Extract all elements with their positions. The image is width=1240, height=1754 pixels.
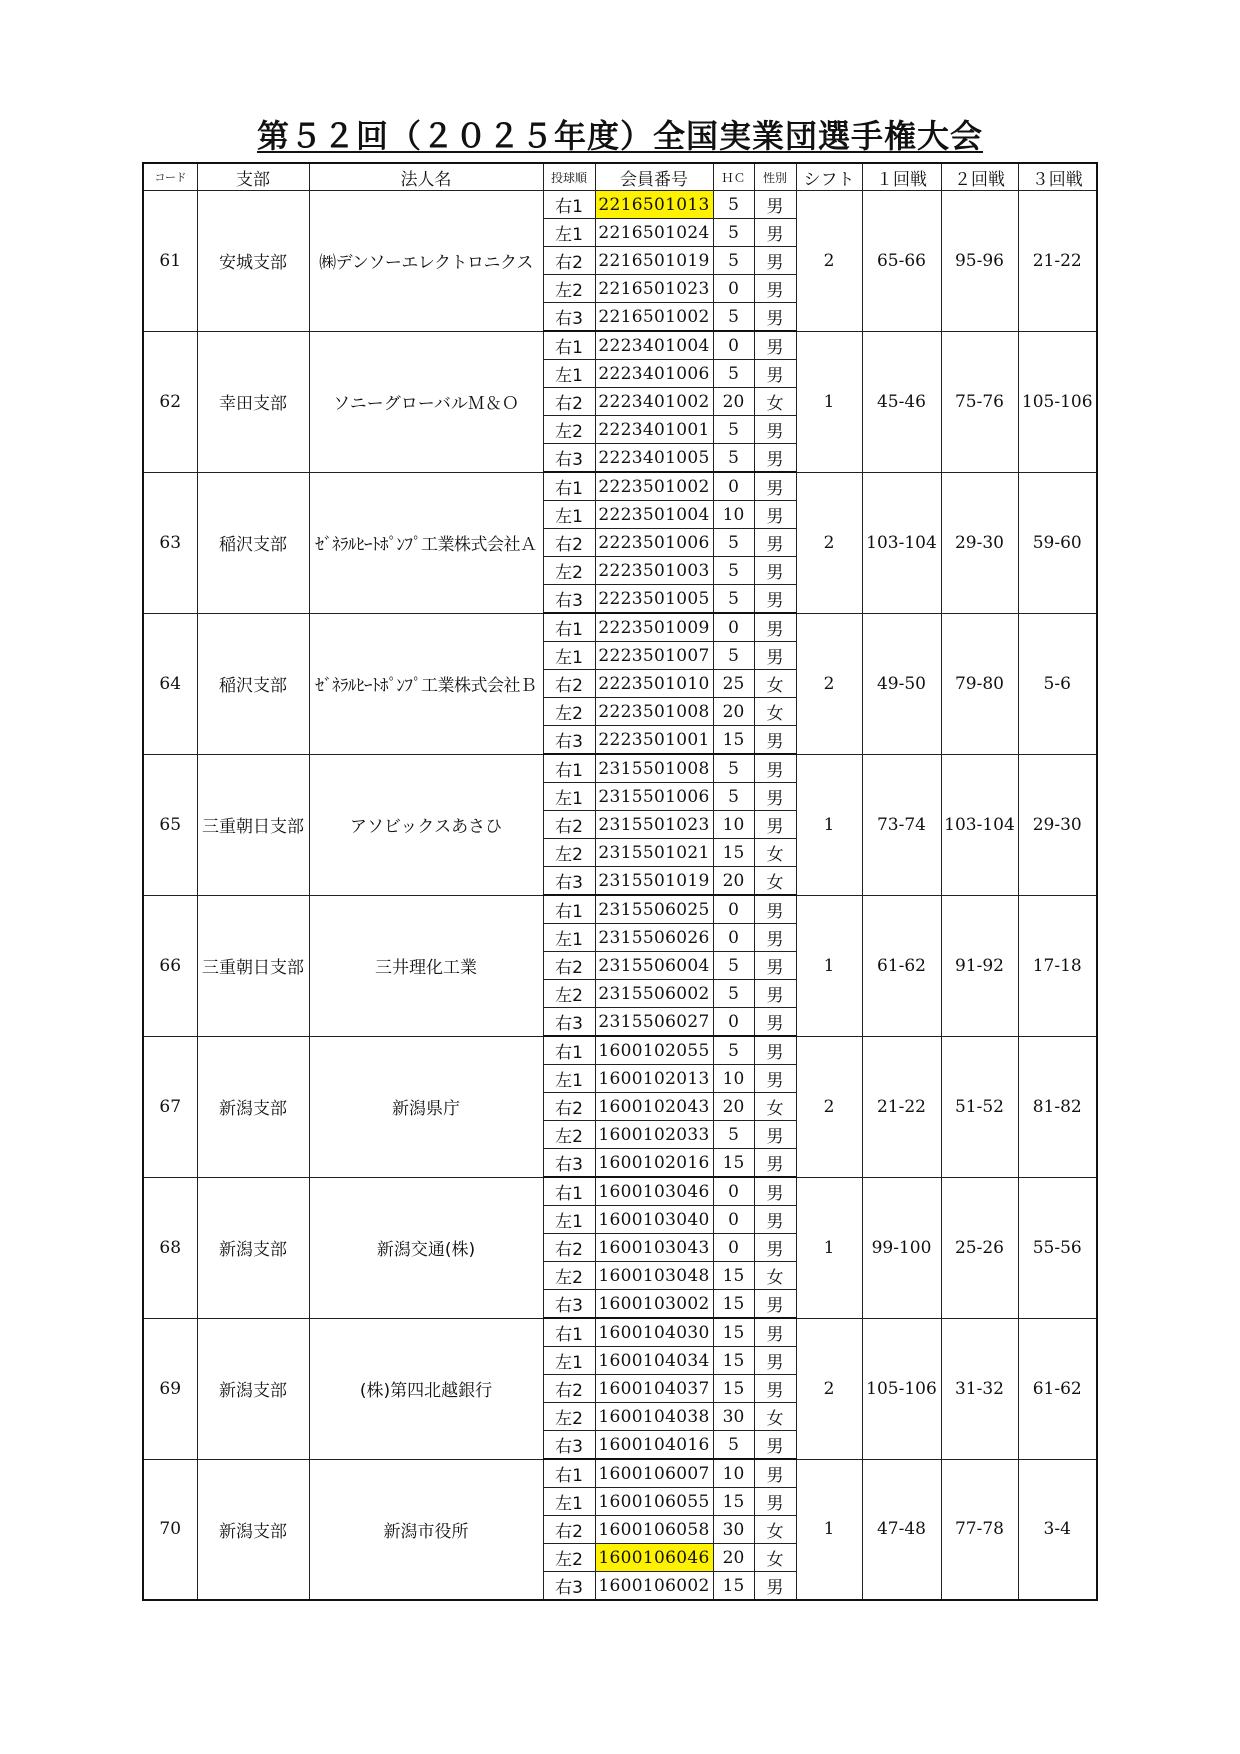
member-number: 1600102033 [595, 1121, 713, 1149]
team-code: 68 [143, 1177, 197, 1318]
player-handicap: 0 [713, 895, 754, 924]
player-gender: 男 [754, 1206, 796, 1234]
player-handicap: 5 [713, 783, 754, 811]
member-number: 2223501003 [595, 557, 713, 585]
round2-lanes: 29-30 [941, 472, 1018, 613]
header-order: 投球順 [543, 163, 595, 191]
member-number: 2223501010 [595, 670, 713, 698]
member-number: 2223501005 [595, 585, 713, 614]
player-order: 右2 [543, 247, 595, 275]
player-gender: 男 [754, 1375, 796, 1403]
header-corp: 法人名 [309, 163, 543, 191]
player-handicap: 0 [713, 331, 754, 360]
player-order: 右2 [543, 1234, 595, 1262]
header-row [143, 163, 1097, 191]
team-corp-name: 新潟県庁 [309, 1036, 543, 1177]
player-handicap: 30 [713, 1516, 754, 1544]
player-order: 左1 [543, 501, 595, 529]
round1-lanes: 61-62 [862, 895, 941, 1036]
team-branch: 新潟支部 [197, 1459, 309, 1600]
team-shift: 2 [796, 472, 862, 613]
player-order: 左1 [543, 219, 595, 247]
player-handicap: 15 [713, 839, 754, 867]
player-handicap: 15 [713, 1347, 754, 1375]
player-order: 左1 [543, 1347, 595, 1375]
round1-lanes: 49-50 [862, 613, 941, 754]
player-order: 左1 [543, 1206, 595, 1234]
team-branch: 稲沢支部 [197, 472, 309, 613]
player-order: 右2 [543, 670, 595, 698]
player-order: 左1 [543, 924, 595, 952]
player-gender: 男 [754, 1431, 796, 1460]
player-order: 右3 [543, 726, 595, 755]
player-order: 右2 [543, 1516, 595, 1544]
player-gender: 男 [754, 1347, 796, 1375]
player-gender: 男 [754, 219, 796, 247]
player-order: 左2 [543, 1403, 595, 1431]
team-shift: 1 [796, 1459, 862, 1600]
round3-lanes: 3-4 [1018, 1459, 1097, 1600]
document-title [0, 116, 1240, 156]
player-order: 左1 [543, 783, 595, 811]
player-order: 左1 [543, 360, 595, 388]
player-gender: 女 [754, 698, 796, 726]
roster-table [142, 162, 1098, 1601]
player-gender: 男 [754, 726, 796, 755]
round1-lanes: 73-74 [862, 754, 941, 895]
player-gender: 男 [754, 416, 796, 444]
player-gender: 男 [754, 557, 796, 585]
player-gender: 男 [754, 501, 796, 529]
player-handicap: 0 [713, 472, 754, 501]
player-handicap: 15 [713, 1488, 754, 1516]
player-gender: 男 [754, 783, 796, 811]
table-row [143, 1459, 1097, 1488]
team-code: 70 [143, 1459, 197, 1600]
header-round1: １回戦 [862, 163, 941, 191]
player-order: 左2 [543, 275, 595, 303]
player-handicap: 10 [713, 811, 754, 839]
player-order: 右2 [543, 952, 595, 980]
player-order: 左2 [543, 698, 595, 726]
player-order: 右3 [543, 1290, 595, 1319]
header-round3: ３回戦 [1018, 163, 1097, 191]
team-corp-name: (株)第四北越銀行 [309, 1318, 543, 1459]
round2-lanes: 95-96 [941, 191, 1018, 332]
header-gender: 性別 [754, 163, 796, 191]
player-handicap: 15 [713, 1290, 754, 1319]
player-gender: 男 [754, 1177, 796, 1206]
member-number: 1600104016 [595, 1431, 713, 1460]
member-number: 2216501013 [595, 191, 713, 219]
player-gender: 女 [754, 670, 796, 698]
member-number: 2223501006 [595, 529, 713, 557]
player-handicap: 5 [713, 952, 754, 980]
player-order: 右3 [543, 444, 595, 473]
player-handicap: 15 [713, 1262, 754, 1290]
team-branch: 幸田支部 [197, 331, 309, 472]
team-branch: 稲沢支部 [197, 613, 309, 754]
player-handicap: 10 [713, 1065, 754, 1093]
round3-lanes: 105-106 [1018, 331, 1097, 472]
team-corp-name: ソニーグローバルＭ＆Ｏ [309, 331, 543, 472]
table-header [143, 163, 1097, 191]
member-number: 1600103048 [595, 1262, 713, 1290]
player-handicap: 5 [713, 1431, 754, 1460]
player-handicap: 0 [713, 1177, 754, 1206]
round1-lanes: 21-22 [862, 1036, 941, 1177]
team-corp-name: 三井理化工業 [309, 895, 543, 1036]
member-number: 2223501001 [595, 726, 713, 755]
player-gender: 男 [754, 1008, 796, 1037]
player-order: 左2 [543, 416, 595, 444]
round2-lanes: 79-80 [941, 613, 1018, 754]
player-gender: 男 [754, 1065, 796, 1093]
team-code: 69 [143, 1318, 197, 1459]
member-number: 2216501023 [595, 275, 713, 303]
member-number: 1600103040 [595, 1206, 713, 1234]
player-gender: 男 [754, 1121, 796, 1149]
round3-lanes: 17-18 [1018, 895, 1097, 1036]
team-code: 62 [143, 331, 197, 472]
team-shift: 2 [796, 1036, 862, 1177]
player-handicap: 5 [713, 1121, 754, 1149]
round2-lanes: 77-78 [941, 1459, 1018, 1600]
member-number: 2315506002 [595, 980, 713, 1008]
player-handicap: 15 [713, 1318, 754, 1347]
player-gender: 男 [754, 642, 796, 670]
player-handicap: 5 [713, 1036, 754, 1065]
member-number: 2315506026 [595, 924, 713, 952]
round1-lanes: 47-48 [862, 1459, 941, 1600]
header-branch: 支部 [197, 163, 309, 191]
member-number: 2223401006 [595, 360, 713, 388]
round2-lanes: 103-104 [941, 754, 1018, 895]
round2-lanes: 91-92 [941, 895, 1018, 1036]
player-handicap: 5 [713, 557, 754, 585]
player-order: 右1 [543, 1459, 595, 1488]
member-number: 2223401001 [595, 416, 713, 444]
player-gender: 男 [754, 754, 796, 783]
player-handicap: 0 [713, 1234, 754, 1262]
round1-lanes: 105-106 [862, 1318, 941, 1459]
header-member: 会員番号 [595, 163, 713, 191]
member-number: 1600102043 [595, 1093, 713, 1121]
player-handicap: 20 [713, 1093, 754, 1121]
player-order: 右2 [543, 1093, 595, 1121]
player-order: 右2 [543, 529, 595, 557]
member-number: 2216501024 [595, 219, 713, 247]
player-order: 右1 [543, 613, 595, 642]
player-gender: 男 [754, 980, 796, 1008]
player-order: 右3 [543, 585, 595, 614]
player-handicap: 5 [713, 585, 754, 614]
team-code: 64 [143, 613, 197, 754]
player-gender: 男 [754, 585, 796, 614]
player-gender: 女 [754, 1516, 796, 1544]
player-handicap: 5 [713, 303, 754, 332]
player-handicap: 0 [713, 613, 754, 642]
team-shift: 2 [796, 613, 862, 754]
player-gender: 男 [754, 1290, 796, 1319]
player-order: 左2 [543, 839, 595, 867]
player-order: 右1 [543, 191, 595, 219]
player-gender: 男 [754, 529, 796, 557]
player-gender: 女 [754, 867, 796, 896]
member-number: 1600102055 [595, 1036, 713, 1065]
player-handicap: 10 [713, 501, 754, 529]
table-row [143, 472, 1097, 501]
player-handicap: 5 [713, 980, 754, 1008]
member-number: 1600104038 [595, 1403, 713, 1431]
player-handicap: 5 [713, 416, 754, 444]
player-order: 右3 [543, 1431, 595, 1460]
player-handicap: 20 [713, 388, 754, 416]
team-code: 61 [143, 191, 197, 332]
member-number: 2216501019 [595, 247, 713, 275]
player-handicap: 0 [713, 1206, 754, 1234]
team-branch: 三重朝日支部 [197, 895, 309, 1036]
player-gender: 男 [754, 1234, 796, 1262]
round1-lanes: 65-66 [862, 191, 941, 332]
player-handicap: 5 [713, 529, 754, 557]
team-shift: 1 [796, 1177, 862, 1318]
member-number: 2315501019 [595, 867, 713, 896]
table-row [143, 1318, 1097, 1347]
player-order: 右2 [543, 811, 595, 839]
player-order: 左2 [543, 980, 595, 1008]
player-handicap: 15 [713, 1375, 754, 1403]
member-number: 2315506025 [595, 895, 713, 924]
player-order: 右3 [543, 1008, 595, 1037]
player-order: 右1 [543, 472, 595, 501]
player-gender: 男 [754, 1572, 796, 1601]
player-handicap: 30 [713, 1403, 754, 1431]
member-number: 2315501021 [595, 839, 713, 867]
member-number: 2223501009 [595, 613, 713, 642]
table-body [143, 191, 1097, 1601]
player-handicap: 5 [713, 444, 754, 473]
player-handicap: 25 [713, 670, 754, 698]
team-corp-name: 新潟市役所 [309, 1459, 543, 1600]
player-handicap: 15 [713, 1149, 754, 1178]
player-handicap: 5 [713, 247, 754, 275]
player-order: 右3 [543, 1572, 595, 1601]
player-order: 右1 [543, 1177, 595, 1206]
member-number: 2223501002 [595, 472, 713, 501]
table-row [143, 1177, 1097, 1206]
player-gender: 女 [754, 1262, 796, 1290]
table-row [143, 754, 1097, 783]
table-row [143, 331, 1097, 360]
member-number: 2223501007 [595, 642, 713, 670]
round1-lanes: 45-46 [862, 331, 941, 472]
player-gender: 男 [754, 1149, 796, 1178]
player-gender: 女 [754, 1403, 796, 1431]
team-corp-name: アソビックスあさひ [309, 754, 543, 895]
player-handicap: 5 [713, 360, 754, 388]
header-round2: ２回戦 [941, 163, 1018, 191]
player-order: 左2 [543, 1121, 595, 1149]
member-number: 2315501006 [595, 783, 713, 811]
table-row [143, 613, 1097, 642]
player-gender: 女 [754, 839, 796, 867]
member-number: 1600106046 [595, 1544, 713, 1572]
player-handicap: 20 [713, 698, 754, 726]
round2-lanes: 31-32 [941, 1318, 1018, 1459]
player-gender: 男 [754, 895, 796, 924]
team-corp-name: ㈱デンソーエレクトロニクス [309, 191, 543, 332]
player-order: 右1 [543, 1318, 595, 1347]
player-handicap: 0 [713, 1008, 754, 1037]
player-order: 右2 [543, 388, 595, 416]
team-corp-name: ｾﾞﾈﾗﾙﾋｰﾄﾎﾟﾝﾌﾟ工業株式会社Ｂ [309, 613, 543, 754]
player-order: 左1 [543, 642, 595, 670]
member-number: 1600104030 [595, 1318, 713, 1347]
member-number: 2223401005 [595, 444, 713, 473]
player-order: 右3 [543, 303, 595, 332]
round2-lanes: 51-52 [941, 1036, 1018, 1177]
team-branch: 新潟支部 [197, 1318, 309, 1459]
team-branch: 新潟支部 [197, 1036, 309, 1177]
member-number: 1600102016 [595, 1149, 713, 1178]
member-number: 1600103043 [595, 1234, 713, 1262]
member-number: 1600104034 [595, 1347, 713, 1375]
player-gender: 男 [754, 247, 796, 275]
round2-lanes: 25-26 [941, 1177, 1018, 1318]
player-order: 左2 [543, 557, 595, 585]
player-gender: 男 [754, 360, 796, 388]
player-gender: 男 [754, 472, 796, 501]
team-code: 66 [143, 895, 197, 1036]
document-title-text: 第５２回（２０２５年度）全国実業団選手権大会 [256, 117, 983, 155]
header-hc: ＨＣ [713, 163, 754, 191]
team-shift: 2 [796, 191, 862, 332]
team-code: 63 [143, 472, 197, 613]
member-number: 1600106055 [595, 1488, 713, 1516]
player-gender: 女 [754, 1093, 796, 1121]
player-gender: 男 [754, 1318, 796, 1347]
member-number: 2315506004 [595, 952, 713, 980]
team-corp-name: 新潟交通(株) [309, 1177, 543, 1318]
round1-lanes: 103-104 [862, 472, 941, 613]
member-number: 1600103046 [595, 1177, 713, 1206]
round3-lanes: 59-60 [1018, 472, 1097, 613]
player-handicap: 20 [713, 1544, 754, 1572]
member-number: 2315506027 [595, 1008, 713, 1037]
member-number: 1600102013 [595, 1065, 713, 1093]
member-number: 2216501002 [595, 303, 713, 332]
player-handicap: 0 [713, 924, 754, 952]
player-gender: 男 [754, 191, 796, 219]
round3-lanes: 29-30 [1018, 754, 1097, 895]
player-handicap: 5 [713, 754, 754, 783]
player-order: 右2 [543, 1375, 595, 1403]
round1-lanes: 99-100 [862, 1177, 941, 1318]
round3-lanes: 21-22 [1018, 191, 1097, 332]
team-shift: 2 [796, 1318, 862, 1459]
player-order: 左1 [543, 1065, 595, 1093]
member-number: 1600106058 [595, 1516, 713, 1544]
player-order: 右1 [543, 331, 595, 360]
team-branch: 新潟支部 [197, 1177, 309, 1318]
player-order: 右1 [543, 895, 595, 924]
team-shift: 1 [796, 895, 862, 1036]
player-gender: 男 [754, 952, 796, 980]
player-order: 左1 [543, 1488, 595, 1516]
player-gender: 女 [754, 1544, 796, 1572]
player-handicap: 0 [713, 275, 754, 303]
member-number: 2223401002 [595, 388, 713, 416]
member-number: 2315501023 [595, 811, 713, 839]
member-number: 2223401004 [595, 331, 713, 360]
player-gender: 男 [754, 1036, 796, 1065]
player-order: 左2 [543, 1544, 595, 1572]
player-handicap: 5 [713, 191, 754, 219]
team-corp-name: ｾﾞﾈﾗﾙﾋｰﾄﾎﾟﾝﾌﾟ工業株式会社Ａ [309, 472, 543, 613]
member-number: 1600103002 [595, 1290, 713, 1319]
round2-lanes: 75-76 [941, 331, 1018, 472]
player-handicap: 15 [713, 1572, 754, 1601]
player-handicap: 10 [713, 1459, 754, 1488]
member-number: 2223501004 [595, 501, 713, 529]
member-number: 2223501008 [595, 698, 713, 726]
round3-lanes: 55-56 [1018, 1177, 1097, 1318]
header-shift: シフト [796, 163, 862, 191]
player-gender: 男 [754, 1488, 796, 1516]
player-order: 右1 [543, 754, 595, 783]
player-order: 右3 [543, 1149, 595, 1178]
player-gender: 男 [754, 444, 796, 473]
round3-lanes: 81-82 [1018, 1036, 1097, 1177]
player-gender: 男 [754, 303, 796, 332]
member-number: 1600106002 [595, 1572, 713, 1601]
member-number: 1600104037 [595, 1375, 713, 1403]
player-gender: 女 [754, 388, 796, 416]
player-gender: 男 [754, 275, 796, 303]
player-gender: 男 [754, 1459, 796, 1488]
player-order: 右3 [543, 867, 595, 896]
team-code: 65 [143, 754, 197, 895]
player-order: 左2 [543, 1262, 595, 1290]
player-handicap: 15 [713, 726, 754, 755]
header-code: コード [143, 163, 197, 191]
player-gender: 男 [754, 811, 796, 839]
team-code: 67 [143, 1036, 197, 1177]
player-order: 右1 [543, 1036, 595, 1065]
player-handicap: 20 [713, 867, 754, 896]
team-branch: 三重朝日支部 [197, 754, 309, 895]
team-branch: 安城支部 [197, 191, 309, 332]
player-gender: 男 [754, 924, 796, 952]
player-gender: 男 [754, 613, 796, 642]
round3-lanes: 5-6 [1018, 613, 1097, 754]
table-row [143, 1036, 1097, 1065]
player-gender: 男 [754, 331, 796, 360]
table-row [143, 895, 1097, 924]
member-number: 2315501008 [595, 754, 713, 783]
team-shift: 1 [796, 754, 862, 895]
round3-lanes: 61-62 [1018, 1318, 1097, 1459]
table-row [143, 191, 1097, 219]
player-handicap: 5 [713, 219, 754, 247]
player-handicap: 5 [713, 642, 754, 670]
team-shift: 1 [796, 331, 862, 472]
member-number: 1600106007 [595, 1459, 713, 1488]
